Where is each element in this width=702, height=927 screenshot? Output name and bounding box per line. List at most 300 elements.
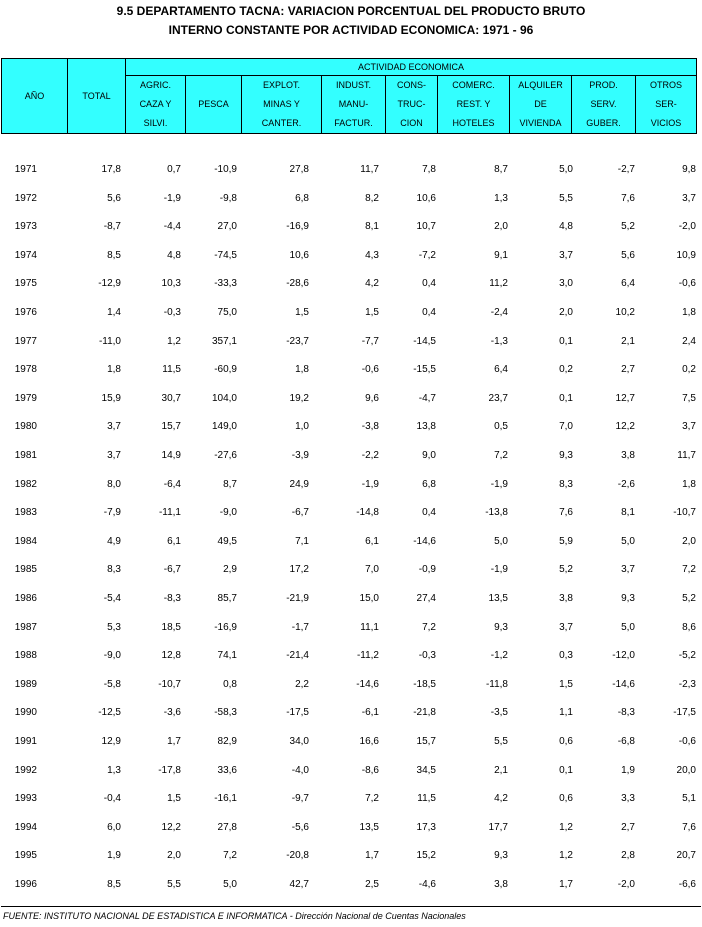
cell-anio: 1971	[14, 164, 37, 175]
table-row	[1, 675, 701, 694]
table-title-line-2: INTERNO CONSTANTE POR ACTIVIDAD ECONOMICA: 1971 - 96	[168, 23, 534, 37]
cell-prod-serv: 12,2	[615, 421, 635, 433]
cell-total: 3,7	[107, 421, 121, 433]
table-row	[1, 818, 701, 837]
cell-comercio: 2,0	[494, 221, 508, 233]
cell-prod-serv: 3,8	[621, 450, 635, 461]
cell-pesca: 75,0	[217, 307, 237, 318]
cell-otros-servicios: -10,7	[673, 507, 696, 519]
cell-pesca: -9,0	[219, 507, 237, 519]
cell-total: -8,7	[103, 221, 121, 233]
cell-pesca: 2,9	[223, 564, 237, 576]
cell-comercio: 5,0	[494, 535, 508, 547]
cell-total: 1,3	[107, 764, 121, 776]
cell-agric: 1,5	[167, 793, 181, 805]
cell-construccion: 27,4	[416, 593, 436, 604]
cell-anio: 1995	[14, 850, 37, 862]
cell-pesca: -10,9	[214, 164, 237, 175]
table-row	[1, 274, 701, 293]
cell-alquiler: 3,7	[559, 621, 573, 633]
cell-comercio: 0,5	[494, 421, 508, 433]
cell-construccion: 7,2	[422, 621, 436, 633]
cell-prod-serv: -14,6	[612, 678, 635, 690]
table-row	[1, 160, 701, 179]
cell-explot: 19,2	[289, 392, 309, 404]
table-row	[1, 360, 701, 379]
table-row	[1, 189, 701, 208]
cell-comercio: -11,8	[485, 678, 508, 690]
table-row	[1, 475, 701, 494]
cell-pesca: 27,8	[217, 821, 237, 833]
cell-total: 4,9	[107, 535, 121, 547]
cell-construccion: -14,6	[413, 535, 436, 547]
cell-construccion: 7,8	[422, 164, 436, 175]
cell-otros-servicios: 7,2	[682, 564, 696, 576]
cell-comercio: 23,7	[488, 392, 508, 404]
cell-explot: -3,9	[291, 450, 309, 461]
cell-otros-servicios: 5,2	[682, 593, 696, 604]
table-row	[1, 875, 701, 894]
cell-alquiler: 7,0	[559, 421, 573, 433]
header-total: TOTAL	[68, 59, 126, 134]
table-row	[1, 732, 701, 751]
cell-otros-servicios: 0,2	[682, 364, 696, 376]
cell-construccion: 15,7	[416, 736, 436, 747]
table-row	[1, 646, 701, 665]
cell-prod-serv: -6,8	[617, 736, 635, 747]
cell-total: -12,9	[98, 278, 121, 290]
cell-comercio: 3,8	[494, 879, 508, 890]
cell-construccion: -15,5	[413, 364, 436, 376]
cell-pesca: 33,6	[217, 764, 237, 776]
cell-agric: 6,1	[167, 535, 181, 547]
cell-construccion: 10,6	[416, 192, 436, 204]
cell-comercio: 13,5	[488, 593, 508, 604]
cell-explot: -23,7	[286, 335, 309, 347]
header-prod-serv: PROD. SERV. GUBER.	[572, 76, 636, 134]
cell-indust: -3,8	[361, 421, 379, 433]
cell-anio: 1978	[14, 364, 37, 376]
cell-prod-serv: -2,6	[617, 478, 635, 490]
cell-explot: -17,5	[286, 707, 309, 719]
cell-total: 8,3	[107, 564, 121, 576]
cell-otros-servicios: 2,4	[682, 335, 696, 347]
cell-construccion: 6,8	[422, 478, 436, 490]
cell-prod-serv: 2,7	[621, 364, 635, 376]
cell-total: 6,0	[107, 821, 121, 833]
cell-indust: 7,2	[365, 793, 379, 805]
cell-otros-servicios: 1,8	[682, 478, 696, 490]
cell-agric: 11,5	[162, 364, 181, 376]
cell-agric: 2,0	[167, 850, 181, 862]
cell-construccion: -4,7	[418, 392, 436, 404]
cell-prod-serv: 3,7	[621, 564, 635, 576]
cell-anio: 1987	[14, 621, 37, 633]
cell-alquiler: 7,6	[559, 507, 573, 519]
cell-agric: 0,7	[167, 164, 181, 175]
cell-comercio: 11,2	[489, 278, 508, 290]
cell-comercio: 5,5	[494, 736, 508, 747]
cell-alquiler: 0,1	[559, 392, 573, 404]
cell-prod-serv: 5,0	[621, 621, 635, 633]
cell-comercio: -1,9	[490, 564, 508, 576]
cell-anio: 1973	[14, 221, 37, 233]
table-row	[1, 246, 701, 265]
cell-otros-servicios: -2,0	[678, 221, 696, 233]
cell-construccion: 13,8	[416, 421, 436, 433]
header-otros-servicios: OTROS SER- VICIOS	[636, 76, 697, 134]
table-row	[1, 761, 701, 780]
cell-comercio: 9,3	[494, 621, 508, 633]
cell-total: 3,7	[107, 450, 121, 461]
cell-total: -7,9	[103, 507, 121, 519]
cell-indust: 16,6	[359, 736, 379, 747]
cell-explot: -20,8	[286, 850, 309, 862]
header-pesca: PESCA	[186, 76, 242, 134]
cell-alquiler: 1,2	[559, 850, 573, 862]
header-anio: AÑO	[2, 59, 68, 134]
cell-indust: -7,7	[361, 335, 379, 347]
cell-prod-serv: 3,3	[621, 793, 635, 805]
cell-construccion: -0,9	[418, 564, 436, 576]
cell-comercio: 6,4	[494, 364, 508, 376]
cell-pesca: 149,0	[211, 421, 237, 433]
cell-construccion: -7,2	[418, 249, 436, 261]
cell-indust: 8,2	[365, 192, 379, 204]
cell-anio: 1977	[14, 335, 37, 347]
table-row	[1, 532, 701, 551]
cell-anio: 1981	[14, 450, 37, 461]
cell-agric: 30,7	[161, 392, 181, 404]
cell-total: 1,4	[107, 307, 121, 318]
table-row	[1, 560, 701, 579]
cell-anio: 1974	[14, 249, 37, 261]
cell-explot: 10,6	[289, 249, 309, 261]
cell-agric: 12,2	[161, 821, 181, 833]
cell-explot: -16,9	[286, 221, 309, 233]
cell-indust: 4,3	[365, 249, 379, 261]
cell-pesca: -60,9	[214, 364, 237, 376]
header-indust: INDUST. MANU- FACTUR.	[322, 76, 386, 134]
cell-construccion: 17,3	[416, 821, 436, 833]
table-row	[1, 589, 701, 608]
cell-pesca: 82,9	[217, 736, 237, 747]
cell-construccion: -14,5	[413, 335, 436, 347]
cell-explot: -5,6	[291, 821, 309, 833]
cell-prod-serv: -8,3	[617, 707, 635, 719]
cell-agric: 14,9	[161, 450, 181, 461]
cell-agric: -10,7	[158, 678, 181, 690]
cell-anio: 1996	[14, 879, 37, 890]
cell-alquiler: 0,1	[559, 335, 573, 347]
cell-explot: -1,7	[291, 621, 309, 633]
cell-explot: -6,7	[291, 507, 309, 519]
cell-prod-serv: 8,1	[621, 507, 635, 519]
cell-comercio: -1,3	[490, 335, 508, 347]
cell-construccion: -21,8	[413, 707, 436, 719]
table-row	[1, 417, 701, 436]
cell-agric: -11,1	[158, 507, 181, 519]
cell-comercio: -13,8	[485, 507, 508, 519]
header-comercio: COMERC. REST. Y HOTELES	[438, 76, 510, 134]
cell-agric: 1,2	[167, 335, 181, 347]
cell-explot: 2,2	[295, 678, 309, 690]
cell-anio: 1982	[14, 478, 37, 490]
cell-pesca: 74,1	[217, 650, 237, 662]
cell-pesca: 104,0	[211, 392, 237, 404]
cell-indust: -1,9	[361, 478, 379, 490]
cell-indust: 9,6	[365, 392, 379, 404]
table-row	[1, 332, 701, 351]
cell-otros-servicios: -0,6	[678, 736, 696, 747]
cell-anio: 1975	[14, 278, 37, 290]
cell-comercio: 17,7	[488, 821, 508, 833]
cell-pesca: -9,8	[219, 192, 237, 204]
cell-total: -5,8	[103, 678, 121, 690]
cell-pesca: 357,1	[211, 335, 237, 347]
cell-agric: 4,8	[167, 249, 181, 261]
cell-construccion: 34,5	[416, 764, 436, 776]
cell-anio: 1989	[14, 678, 37, 690]
cell-otros-servicios: 10,9	[676, 249, 696, 261]
cell-alquiler: 0,6	[559, 793, 573, 805]
cell-agric: 12,8	[161, 650, 181, 662]
cell-anio: 1983	[14, 507, 37, 519]
cell-otros-servicios: 20,7	[676, 850, 696, 862]
cell-otros-servicios: 7,6	[682, 821, 696, 833]
cell-alquiler: 3,8	[559, 593, 573, 604]
table-row	[1, 703, 701, 722]
cell-total: -9,0	[103, 650, 121, 662]
header-actividad-economica: ACTIVIDAD ECONOMICA	[126, 59, 697, 76]
cell-alquiler: 5,0	[559, 164, 573, 175]
cell-prod-serv: 2,8	[621, 850, 635, 862]
cell-construccion: 9,0	[422, 450, 436, 461]
cell-indust: 11,1	[360, 621, 379, 633]
cell-alquiler: 0,6	[559, 736, 573, 747]
cell-explot: 27,8	[289, 164, 309, 175]
cell-construccion: 10,7	[416, 221, 436, 233]
cell-alquiler: 5,9	[559, 535, 573, 547]
cell-otros-servicios: 3,7	[682, 421, 696, 433]
cell-prod-serv: 2,7	[621, 821, 635, 833]
cell-indust: 2,5	[365, 879, 379, 890]
cell-anio: 1985	[14, 564, 37, 576]
cell-explot: -4,0	[291, 764, 309, 776]
cell-comercio: 9,1	[494, 249, 508, 261]
cell-otros-servicios: -17,5	[673, 707, 696, 719]
cell-explot: 17,2	[289, 564, 309, 576]
cell-alquiler: 0,1	[559, 764, 573, 776]
cell-comercio: 2,1	[494, 764, 508, 776]
cell-alquiler: 1,7	[559, 879, 573, 890]
cell-alquiler: 4,8	[559, 221, 573, 233]
cell-comercio: 7,2	[494, 450, 508, 461]
cell-otros-servicios: 3,7	[682, 192, 696, 204]
cell-anio: 1990	[14, 707, 37, 719]
cell-pesca: -58,3	[214, 707, 237, 719]
cell-comercio: 8,7	[494, 164, 508, 175]
cell-pesca: -16,9	[214, 621, 237, 633]
cell-total: 17,8	[101, 164, 121, 175]
cell-total: 12,9	[101, 736, 121, 747]
cell-indust: 13,5	[359, 821, 379, 833]
cell-pesca: 5,0	[223, 879, 237, 890]
cell-pesca: -27,6	[214, 450, 237, 461]
table-row	[1, 389, 701, 408]
cell-otros-servicios: -6,6	[678, 879, 696, 890]
cell-agric: 15,7	[161, 421, 181, 433]
cell-comercio: 4,2	[494, 793, 508, 805]
cell-otros-servicios: 5,1	[682, 793, 696, 805]
cell-total: -12,5	[98, 707, 121, 719]
cell-otros-servicios: 20,0	[676, 764, 696, 776]
cell-comercio: -1,9	[490, 478, 508, 490]
cell-alquiler: 1,5	[559, 678, 573, 690]
cell-total: 8,5	[107, 249, 121, 261]
cell-indust: -6,1	[361, 707, 379, 719]
cell-alquiler: 5,2	[559, 564, 573, 576]
cell-total: 8,5	[107, 879, 121, 890]
cell-otros-servicios: -2,3	[678, 678, 696, 690]
cell-prod-serv: 5,0	[621, 535, 635, 547]
cell-alquiler: 1,1	[559, 707, 573, 719]
cell-construccion: 0,4	[422, 307, 436, 318]
cell-alquiler: 2,0	[559, 307, 573, 318]
cell-explot: -9,7	[291, 793, 309, 805]
cell-pesca: -16,1	[214, 793, 237, 805]
cell-prod-serv: -2,0	[617, 879, 635, 890]
cell-indust: 15,0	[359, 593, 379, 604]
table-row	[1, 846, 701, 865]
table-row	[1, 303, 701, 322]
cell-construccion: 0,4	[422, 507, 436, 519]
cell-alquiler: 3,0	[559, 278, 573, 290]
cell-otros-servicios: 7,5	[682, 392, 696, 404]
header-agric: AGRIC. CAZA Y SILVI.	[126, 76, 186, 134]
cell-alquiler: 3,7	[559, 249, 573, 261]
cell-anio: 1986	[14, 593, 37, 604]
cell-total: -11,0	[98, 335, 121, 347]
cell-indust: -2,2	[361, 450, 379, 461]
cell-prod-serv: -12,0	[612, 650, 635, 662]
cell-pesca: 49,5	[217, 535, 237, 547]
cell-otros-servicios: 9,8	[682, 164, 696, 175]
cell-indust: 1,7	[365, 850, 379, 862]
cell-comercio: -2,4	[490, 307, 508, 318]
cell-alquiler: 8,3	[559, 478, 573, 490]
cell-explot: 1,5	[295, 307, 309, 318]
table-row	[1, 503, 701, 522]
cell-anio: 1976	[14, 307, 37, 318]
cell-construccion: 0,4	[422, 278, 436, 290]
cell-agric: -6,4	[163, 478, 181, 490]
cell-total: 15,9	[101, 392, 121, 404]
cell-alquiler: 5,5	[559, 192, 573, 204]
cell-comercio: -3,5	[490, 707, 508, 719]
table-row	[1, 618, 701, 637]
cell-explot: 24,9	[289, 478, 309, 490]
cell-explot: -21,4	[286, 650, 309, 662]
cell-pesca: -74,5	[214, 249, 237, 261]
cell-prod-serv: 5,2	[621, 221, 635, 233]
cell-total: 1,9	[107, 850, 121, 862]
cell-agric: 1,7	[167, 736, 181, 747]
cell-indust: -14,8	[356, 507, 379, 519]
cell-total: -5,4	[103, 593, 121, 604]
cell-explot: 6,8	[295, 192, 309, 204]
cell-agric: -1,9	[163, 192, 181, 204]
cell-anio: 1992	[14, 764, 37, 776]
cell-agric: -6,7	[163, 564, 181, 576]
cell-indust: 6,1	[365, 535, 379, 547]
cell-explot: -28,6	[286, 278, 309, 290]
cell-construccion: -18,5	[413, 678, 436, 690]
cell-pesca: 27,0	[217, 221, 237, 233]
cell-anio: 1984	[14, 535, 37, 547]
cell-otros-servicios: -5,2	[678, 650, 696, 662]
cell-indust: -0,6	[361, 364, 379, 376]
cell-explot: 34,0	[289, 736, 309, 747]
table-row	[1, 446, 701, 465]
cell-anio: 1988	[14, 650, 37, 662]
cell-indust: 7,0	[365, 564, 379, 576]
cell-indust: 8,1	[365, 221, 379, 233]
cell-agric: -4,4	[163, 221, 181, 233]
cell-agric: 10,3	[161, 278, 181, 290]
cell-total: 8,0	[107, 478, 121, 490]
cell-prod-serv: -2,7	[617, 164, 635, 175]
cell-construccion: -0,3	[418, 650, 436, 662]
cell-otros-servicios: 2,0	[682, 535, 696, 547]
cell-pesca: 0,8	[223, 678, 237, 690]
table-row	[1, 217, 701, 236]
table-header	[1, 58, 697, 134]
cell-total: 5,3	[107, 621, 121, 633]
cell-total: -0,4	[103, 793, 121, 805]
cell-anio: 1991	[14, 736, 37, 747]
table-title-line-1: 9.5 DEPARTAMENTO TACNA: VARIACION PORCENTUAL DEL PRODUCTO BRUTO	[116, 4, 586, 18]
cell-comercio: 1,3	[494, 192, 508, 204]
cell-prod-serv: 9,3	[621, 593, 635, 604]
cell-otros-servicios: -0,6	[678, 278, 696, 290]
cell-indust: 1,5	[365, 307, 379, 318]
cell-otros-servicios: 11,7	[677, 450, 696, 461]
cell-pesca: 8,7	[223, 478, 237, 490]
table-row	[1, 789, 701, 808]
cell-anio: 1972	[14, 192, 37, 204]
cell-total: 5,6	[107, 192, 121, 204]
footer-divider	[1, 906, 701, 907]
cell-otros-servicios: 8,6	[682, 621, 696, 633]
cell-agric: -0,3	[163, 307, 181, 318]
cell-alquiler: 1,2	[559, 821, 573, 833]
cell-explot: -21,9	[286, 593, 309, 604]
cell-indust: 4,2	[365, 278, 379, 290]
cell-prod-serv: 1,9	[621, 764, 635, 776]
cell-indust: 11,7	[360, 164, 379, 175]
cell-explot: 7,1	[295, 535, 309, 547]
cell-construccion: 11,5	[417, 793, 436, 805]
cell-comercio: 9,3	[494, 850, 508, 862]
cell-explot: 1,0	[295, 421, 309, 433]
cell-alquiler: 0,3	[559, 650, 573, 662]
cell-prod-serv: 10,2	[615, 307, 635, 318]
cell-agric: -8,3	[163, 593, 181, 604]
cell-otros-servicios: 1,8	[682, 307, 696, 318]
cell-prod-serv: 12,7	[615, 392, 635, 404]
cell-alquiler: 9,3	[559, 450, 573, 461]
